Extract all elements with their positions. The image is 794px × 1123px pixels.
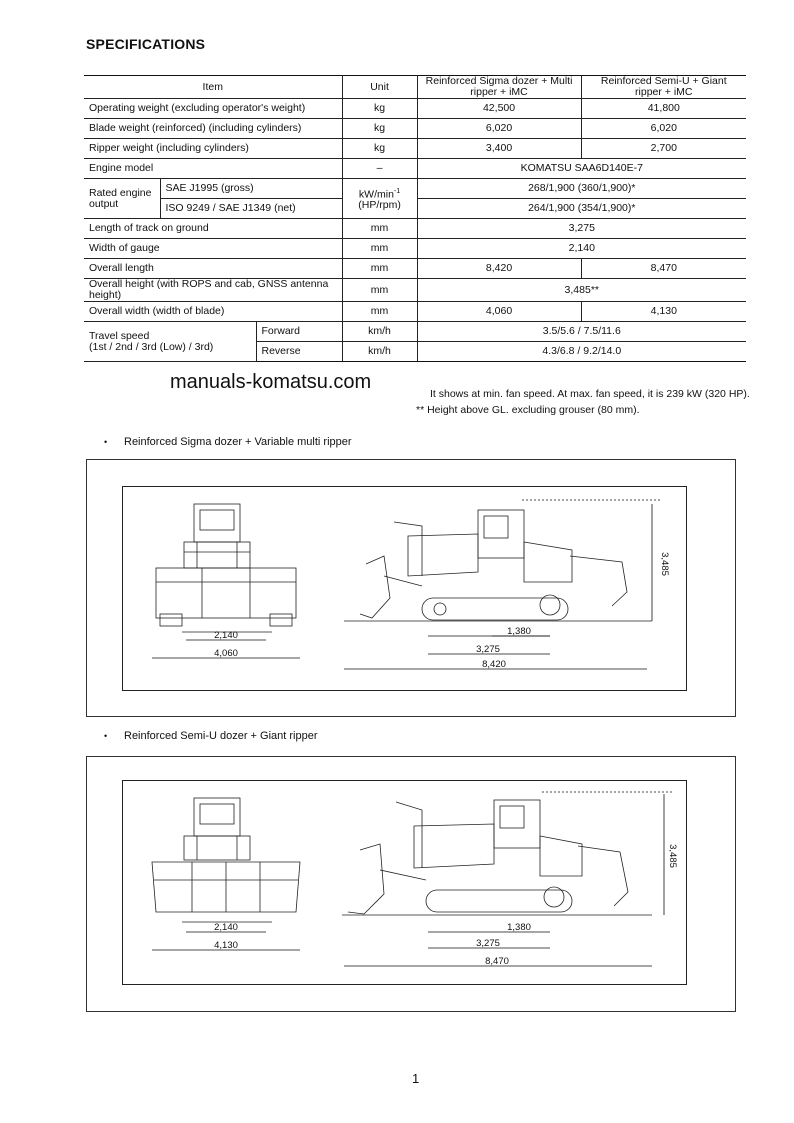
row-value: 3,485** [417,279,746,302]
bullet-icon: • [104,731,108,741]
bullet-icon: • [104,437,108,447]
row-unit: mm [342,302,417,322]
dim-sprocket: 1,380 [507,922,531,933]
row-unit: km/h [342,342,417,362]
row-unit: – [342,159,417,179]
front-view [156,504,296,632]
figure-caption [104,436,352,448]
header-semi-u-dozer: Reinforced Semi-U + Giant ripper + iMC [581,76,746,99]
dim-gauge: 2,140 [214,630,238,641]
row-sublabel: ISO 9249 / SAE J1349 (net) [160,199,342,219]
front-view [152,798,300,922]
row-value-a: 8,420 [417,259,581,279]
row-label [84,322,256,362]
dim-track: 3,275 [476,644,500,655]
row-value-b: 2,700 [581,139,746,159]
dim-width: 4,060 [214,648,238,659]
dim-length: 8,470 [485,956,509,967]
side-view [342,800,652,915]
row-value: 268/1,900 (360/1,900)* [417,179,746,199]
row-value: KOMATSU SAA6D140E-7 [417,159,746,179]
header-item: Item [84,76,342,99]
table-row [84,139,746,159]
row-unit: mm [342,259,417,279]
side-view [344,510,652,621]
row-unit: kg [342,139,417,159]
bulldozer-drawing-semi-u [122,780,685,983]
table-row [84,259,746,279]
row-sublabel: Reverse [256,342,342,362]
row-label: Engine model [84,159,342,179]
row-unit: mm [342,219,417,239]
page-title: SPECIFICATIONS [86,36,206,52]
row-label: Blade weight (reinforced) (including cylinders) [84,119,342,139]
row-value: 4.3/6.8 / 9.2/14.0 [417,342,746,362]
row-label: Rated engine output [84,179,160,219]
table-row [84,322,746,342]
dim-width: 4,130 [214,940,238,951]
row-label-line: (1st / 2nd / 3rd (Low) / 3rd) [89,340,214,353]
table-row [84,239,746,259]
unit-sub: (HP/rpm) [358,199,401,212]
watermark-text: manuals-komatsu.com [170,371,372,393]
row-label: Overall width (width of blade) [84,302,342,322]
figure-caption [104,730,318,742]
row-value-a: 6,020 [417,119,581,139]
row-value-b: 41,800 [581,99,746,119]
row-value: 2,140 [417,239,746,259]
specifications-table [84,75,746,362]
unit-main: kW/min [358,188,394,201]
row-label: Overall length [84,259,342,279]
row-value: 3.5/5.6 / 7.5/11.6 [417,322,746,342]
row-value-a: 3,400 [417,139,581,159]
row-sublabel: Forward [256,322,342,342]
row-label: Operating weight (excluding operator's weight) [84,99,342,119]
row-sublabel: SAE J1995 (gross) [160,179,342,199]
figure-caption-text: Reinforced Semi-U dozer + Giant ripper [124,730,318,742]
row-value-b: 4,130 [581,302,746,322]
row-value-a: 42,500 [417,99,581,119]
unit-superscript: -1 [393,187,401,195]
row-value-a: 4,060 [417,302,581,322]
dim-track: 3,275 [476,938,500,949]
row-label: Overall height (with ROPS and cab, GNSS antenna height) [84,279,342,302]
row-label: Width of gauge [84,239,342,259]
table-header-row [84,76,746,99]
row-label: Length of track on ground [84,219,342,239]
row-value-b: 6,020 [581,119,746,139]
row-unit: mm [342,239,417,259]
header-unit: Unit [342,76,417,99]
table-row [84,159,746,179]
footnote-height: ** Height above GL. excluding grouser (80 mm). [416,404,640,416]
row-value: 264/1,900 (354/1,900)* [417,199,746,219]
table-row [84,302,746,322]
row-unit: kg [342,119,417,139]
table-row [84,179,746,199]
row-value-b: 8,470 [581,259,746,279]
table-row [84,219,746,239]
dim-sprocket: 1,380 [507,626,531,637]
row-unit [342,179,417,219]
row-value: 3,275 [417,219,746,239]
row-label-line: Travel speed [89,329,150,342]
table-row [84,279,746,302]
dim-height: 3,485 [667,844,678,868]
header-sigma-dozer: Reinforced Sigma dozer + Multi ripper + iMC [417,76,581,99]
dim-length: 8,420 [482,659,506,670]
footnote-fan-speed: It shows at min. fan speed. At max. fan speed, it is 239 kW (320 HP). [430,388,750,400]
dim-height: 3,485 [659,552,670,576]
bulldozer-drawing-sigma [122,486,685,689]
row-unit: mm [342,279,417,302]
figure-caption-text: Reinforced Sigma dozer + Variable multi ripper [124,436,352,448]
dim-gauge: 2,140 [214,922,238,933]
table-row [84,119,746,139]
dimension-lines [152,500,662,669]
page-number: 1 [412,1071,420,1086]
table-row [84,99,746,119]
row-unit: kg [342,99,417,119]
row-unit: km/h [342,322,417,342]
row-label: Ripper weight (including cylinders) [84,139,342,159]
